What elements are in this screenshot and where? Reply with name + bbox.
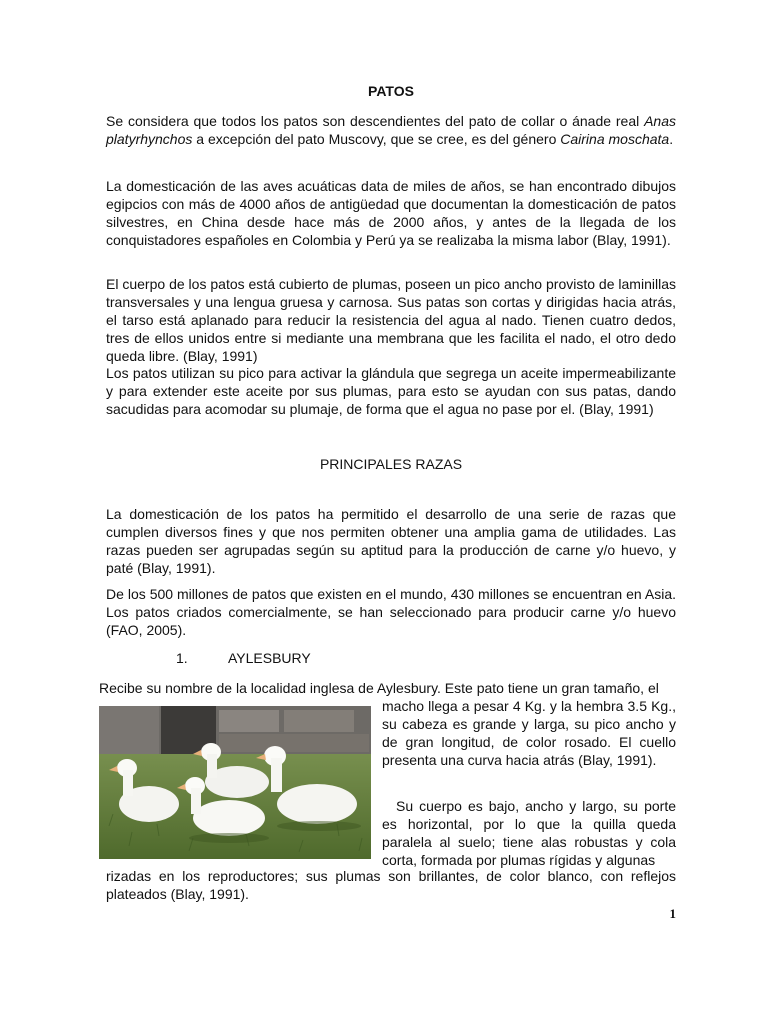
- aylesbury-body-continued: rizadas en los reproductores; sus plumas son brillantes, de color blanco, con reflejos plateados (Blay, 1991).: [106, 868, 676, 902]
- intro-text-3: .: [669, 131, 674, 147]
- aylesbury-body-description: Su cuerpo es bajo, ancho y largo, su porte es horizontal, por lo que la quilla queda paralela al suelo; tiene alas robustas y cola corta, formada por plumas rígidas y algunas: [382, 798, 676, 868]
- list-item-label: AYLESBURY: [228, 650, 311, 666]
- intro-text-2: a excepción del pato Muscovy, que se cree, es del género: [192, 131, 561, 147]
- species-name-anas: Anas platyrhynchos: [106, 113, 676, 147]
- list-item-number: 1.: [176, 650, 188, 666]
- intro-paragraph: [106, 112, 676, 148]
- aylesbury-description: macho llega a pesar 4 Kg. y la hembra 3.5 Kg., su cabeza es grande y larga, su pico ancho y de gran longitud, de color rosado. El cuello presenta una curva hacia atrás (Blay, 1991).: [382, 698, 676, 768]
- beak-paragraph: Los patos utilizan su pico para activar la glándula que segrega un aceite impermeabilizante y para extender este aceite por sus plumas, para esto se ayudan con sus patas, dando sacudidas para acomodar su plumaje, de forma que el agua no pase por el. (Blay, 1991): [106, 365, 676, 417]
- section-heading: PRINCIPALES RAZAS: [319, 456, 463, 472]
- breeds-paragraph: La domesticación de los patos ha permitido el desarrollo de una serie de razas que cumplen diversos fines y que nos permiten obtener una amplia gama de utilidades. Las razas pueden ser agrupadas según su aptitud para la producción de carne y/o huevo, y paté (Blay, 1991).: [106, 506, 676, 576]
- document-title: PATOS: [368, 83, 414, 99]
- body-paragraph: El cuerpo de los patos está cubierto de plumas, poseen un pico ancho provisto de laminillas transversales y una lengua gruesa y carnosa. Sus patas son cortas y dirigidas hacia atrás, el tarso está aplanado para reducir la resistencia del agua al nado. Tienen cuatro dedos, tres de ellos unidos entre si mediante una membrana que les facilita el nado, el otro dedo queda libre. (Blay, 1991): [106, 276, 676, 364]
- ducks-photo: [99, 706, 371, 859]
- domestication-paragraph: La domesticación de las aves acuáticas data de miles de años, se han encontrado dibujos egipcios con más de 4000 años de antigüedad que documentan la domesticación de patos silvestres, en China desde hace más de 2000 años, y antes de la llegada de los conquistadores españoles en Colombia y Perú ya se realizaba la misma labor (Blay, 1991).: [106, 178, 676, 248]
- ducks-photo-illustration: [99, 706, 371, 859]
- millions-paragraph: De los 500 millones de patos que existen en el mundo, 430 millones se encuentran en Asia. Los patos criados comercialmente, se han seleccionado para producir carne y/o huevo (FAO, 2005).: [106, 586, 676, 638]
- intro-text-1: Se considera que todos los patos son descendientes del pato de collar o ánade real: [106, 113, 645, 129]
- aylesbury-intro: Recibe su nombre de la localidad inglesa de Aylesbury. Este pato tiene un gran tamaño, el: [99, 680, 659, 696]
- species-name-cairina: Cairina moschata: [560, 131, 670, 147]
- page-number: 1: [669, 906, 676, 921]
